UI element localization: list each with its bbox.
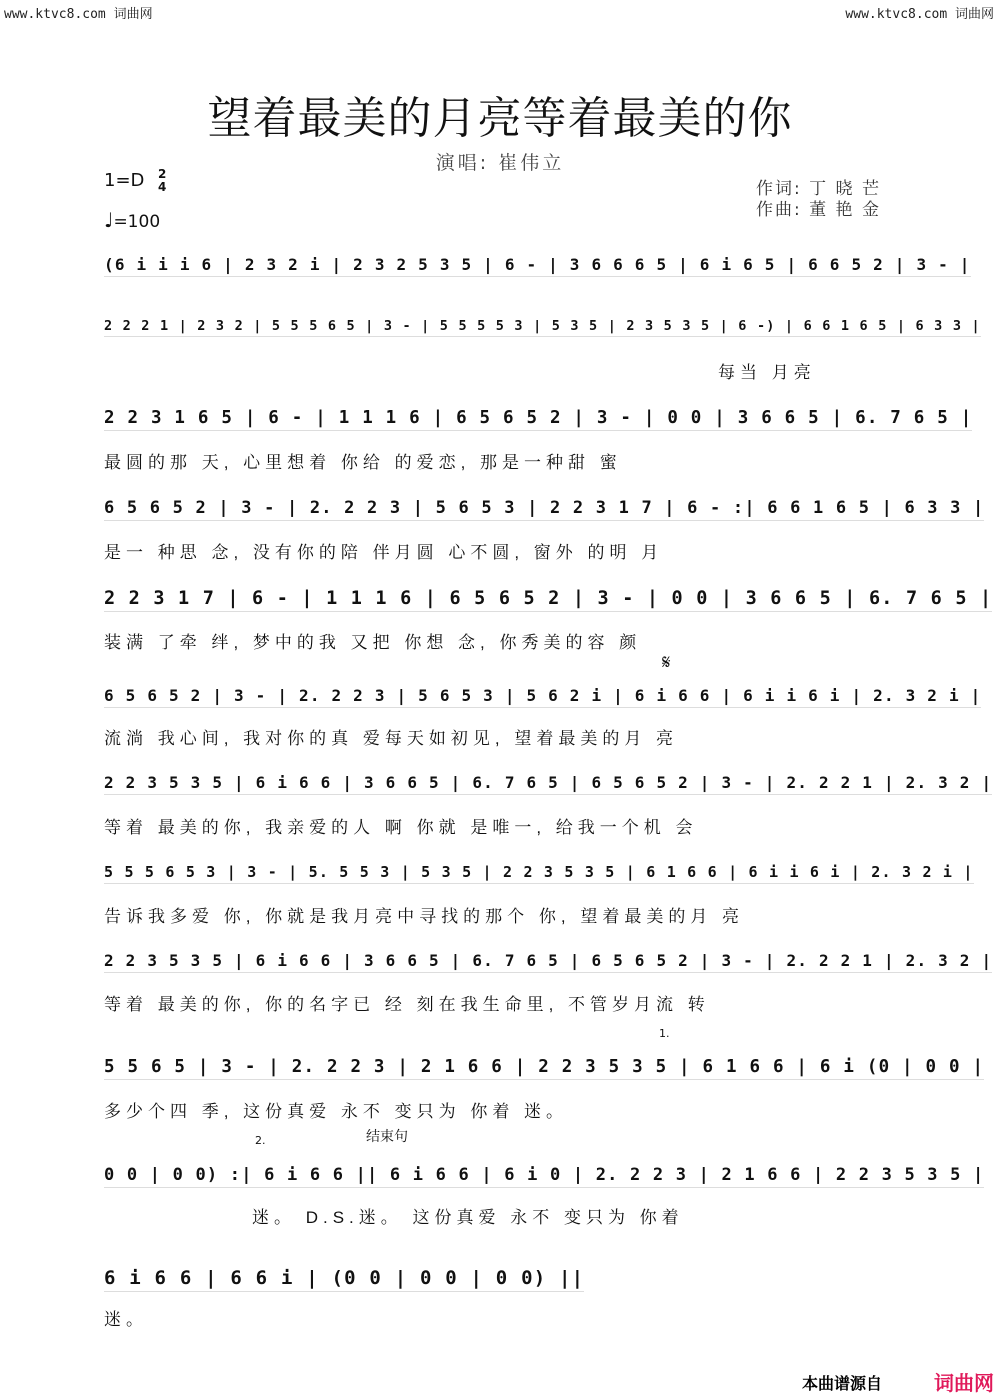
singer-credit: 演唱: 崔伟立	[435, 152, 565, 174]
segno-icon: 𝄋	[662, 650, 671, 674]
watermark-left: www.ktvc8.com 词曲网	[4, 7, 153, 22]
notation-line-6: 6 5 6 5 2 | 3 - | 2. 2 2 3 | 5 6 5 3 | 5 6 2 i | 6 i 6 6 | 6 i i 6 i | 2. 3 2 i |	[104, 686, 981, 708]
notation-line-7: 2 2 3 5 3 5 | 6 i 6 6 | 3 6 6 5 | 6. 7 6 5 | 6 5 6 5 2 | 3 - | 2. 2 2 1 | 2. 3 2 |	[104, 773, 992, 795]
footer-brand-logo: 词曲网	[934, 1371, 994, 1395]
time-signature-bottom: 4	[158, 180, 167, 194]
tempo-marking	[104, 208, 160, 232]
lyricist-credit: 作词: 丁 晓 芒	[756, 179, 881, 199]
notation-line-8: 5 5 5 6 5 3 | 3 - | 5. 5 5 3 | 5 3 5 | 2 2 3 5 3 5 | 6 1 6 6 | 6 i i 6 i | 2. 3 2 i |	[104, 863, 974, 884]
time-signature	[158, 168, 166, 194]
song-title: 望着最美的月亮等着最美的你	[207, 93, 793, 144]
lyric-line-12: 迷。	[104, 1310, 148, 1329]
volta-1-label: 1.	[659, 1027, 670, 1040]
tempo-value: =100	[113, 212, 161, 232]
notation-line-5: 2 2 3 1 7 | 6 - | 1 1 1 6 | 6 5 6 5 2 | 3 - | 0 0 | 3 6 6 5 | 6. 7 6 5 |	[104, 588, 992, 612]
lyric-line-6: 流淌 我心间, 我对你的真 爱每天如初见, 望着最美的月 亮	[104, 729, 679, 748]
lyric-line-8: 告诉我多爱 你, 你就是我月亮中寻找的那个 你, 望着最美的月 亮	[104, 907, 745, 926]
composer-credit: 作曲: 董 艳 金	[756, 200, 881, 220]
lyric-line-7: 等着 最美的你, 我亲爱的人 啊 你就 是唯一, 给我一个机 会	[104, 818, 698, 837]
key-signature: 1=D	[104, 170, 145, 191]
notation-line-10: 5 5 6 5 | 3 - | 2. 2 2 3 | 2 1 6 6 | 2 2 3 5 3 5 | 6 1 6 6 | 6 i (0 | 0 0 |	[104, 1057, 984, 1080]
notation-line-11: 0 0 | 0 0) :| 6 i 6 6 || 6 i 6 6 | 6 i 0 | 2. 2 2 3 | 2 1 6 6 | 2 2 3 5 3 5 |	[104, 1165, 984, 1188]
lyric-line-4: 是一 种思 念, 没有你的陪 伴月圆 心不圆, 窗外 的明 月	[104, 543, 664, 562]
notation-line-12: 6 i 6 6 | 6 6 i | (0 0 | 0 0 | 0 0) ||	[104, 1267, 584, 1292]
watermark-right: www.ktvc8.com 词曲网	[845, 7, 994, 22]
lyric-line-10: 多少个四 季, 这份真爱 永不 变只为 你着 迷。	[104, 1102, 569, 1121]
lyric-line-5: 装满 了牵 绊, 梦中的我 又把 你想 念, 你秀美的容 颜	[104, 633, 642, 652]
volta-2-label: 2.	[255, 1134, 266, 1147]
lyric-line-9: 等着 最美的你, 你的名字已 经 刻在我生命里, 不管岁月流 转	[104, 995, 710, 1014]
coda-label: 结束句	[366, 1129, 408, 1145]
lyric-line-11: 迷。 D.S.迷。 这份真爱 永不 变只为 你着	[252, 1208, 684, 1227]
notation-line-9: 2 2 3 5 3 5 | 6 i 6 6 | 3 6 6 5 | 6. 7 6 5 | 6 5 6 5 2 | 3 - | 2. 2 2 1 | 2. 3 2 |	[104, 951, 992, 973]
footer-source-text: 本曲谱源自	[801, 1374, 882, 1393]
notation-line-3: 2 2 3 1 6 5 | 6 - | 1 1 1 6 | 6 5 6 5 2 | 3 - | 0 0 | 3 6 6 5 | 6. 7 6 5 |	[104, 408, 972, 431]
lyric-line-2: 每当 月亮	[718, 363, 816, 382]
notation-line-2: 2 2 2 1 | 2 3 2 | 5 5 5 6 5 | 3 - | 5 5 5 5 3 | 5 3 5 | 2 3 5 3 5 | 6 -) | 6 6 1 6 5 | 6 3 3 |	[104, 318, 981, 337]
time-signature-top: 2	[158, 167, 167, 181]
lyric-line-3: 最圆的那 天, 心里想着 你给 的爱恋, 那是一种甜 蜜	[104, 453, 622, 472]
quarter-note-icon: ♩	[104, 208, 114, 232]
notation-line-4: 6 5 6 5 2 | 3 - | 2. 2 2 3 | 5 6 5 3 | 2 2 3 1 7 | 6 - :| 6 6 1 6 5 | 6 3 3 |	[104, 498, 984, 521]
notation-line-1: (6 i i i 6 | 2 3 2 i | 2 3 2 5 3 5 | 6 - | 3 6 6 6 5 | 6 i 6 5 | 6 6 5 2 | 3 - |	[104, 255, 971, 277]
